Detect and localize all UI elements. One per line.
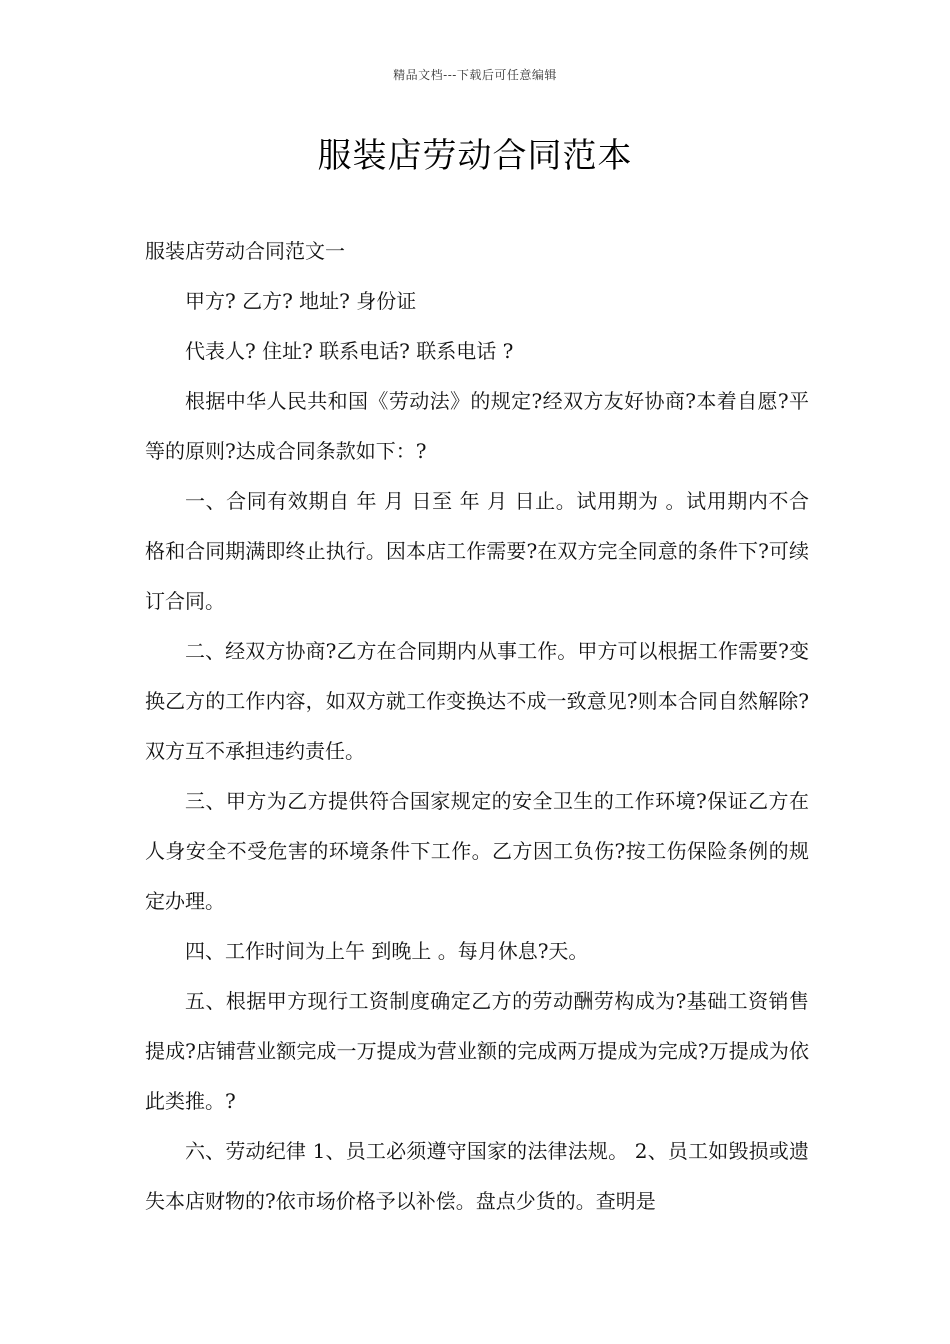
clause-5-paragraph: 五、根据甲方现行工资制度确定乙方的劳动酬劳构成为?基础工资销售提成?店铺营业额完成一万提成为营业额的完成两万提成为完成?万提成为依此类推。? (145, 989, 809, 1113)
clause-4-paragraph: 四、工作时间为上午 到晚上 。每月休息?天。 (185, 939, 589, 963)
clause-6-paragraph: 六、劳动纪律 1、员工必须遵守国家的法律法规。 2、员工如毁损或遗失本店财物的?依市场价格予以补偿。盘点少货的。查明是 (145, 1139, 809, 1213)
parties-line: 甲方? 乙方? 地址? 身份证 (185, 289, 417, 313)
clause-1-paragraph: 一、合同有效期自 年 月 日至 年 月 日止。试用期为 。试用期内不合格和合同期满即终止执行。因本店工作需要?在双方完全同意的条件下?可续订合同。 (145, 489, 809, 613)
preamble-paragraph: 根据中华人民共和国《劳动法》的规定?经双方友好协商?本着自愿?平等的原则?达成合同条款如下：? (145, 389, 809, 463)
document-body (145, 226, 809, 1226)
header-note: 精品文档---下载后可任意编辑 (393, 68, 557, 82)
contact-line: 代表人? 住址? 联系电话? 联系电话 ? (185, 339, 514, 363)
section-subtitle: 服装店劳动合同范文一 (145, 239, 345, 263)
clause-2-paragraph: 二、经双方协商?乙方在合同期内从事工作。甲方可以根据工作需要?变换乙方的工作内容，如双方就工作变换达不成一致意见?则本合同自然解除?双方互不承担违约责任。 (145, 639, 809, 763)
clause-3-paragraph: 三、甲方为乙方提供符合国家规定的安全卫生的工作环境?保证乙方在人身安全不受危害的环境条件下工作。乙方因工负伤?按工伤保险条例的规定办理。 (145, 789, 809, 913)
document-title: 服装店劳动合同范本 (317, 136, 633, 176)
